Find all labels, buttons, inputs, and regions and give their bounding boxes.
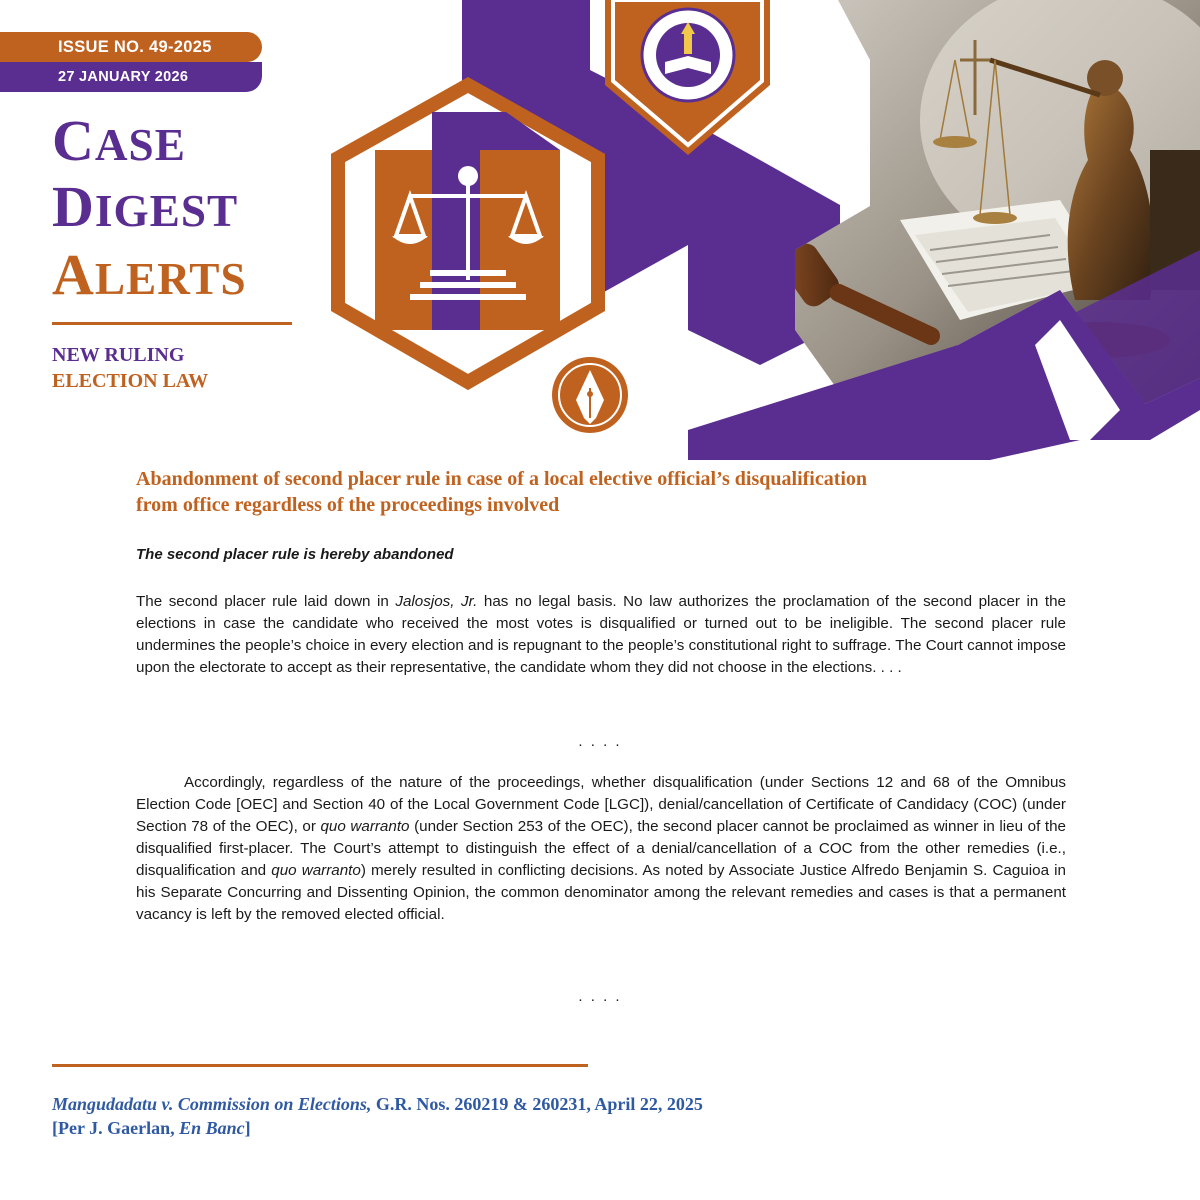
ellipsis-separator: . . . . <box>578 988 622 1005</box>
digest-subheading: The second placer rule is hereby abandoned <box>136 546 454 563</box>
subtitle-election-law: ELECTION LAW <box>52 370 209 392</box>
title-line-case: CASE <box>52 108 186 173</box>
ponente-line: [Per J. Gaerlan, En Banc] <box>52 1118 251 1138</box>
judicial-academy-seal <box>642 9 734 101</box>
ellipsis-separator: . . . . <box>578 733 622 750</box>
title-line-alerts: ALERTS <box>52 242 247 307</box>
citation-divider <box>52 1064 588 1067</box>
subtitle-new-ruling: NEW RULING <box>52 344 185 366</box>
issue-date-badge: 27 JANUARY 2026 <box>0 62 262 92</box>
paragraph-2: Accordingly, regardless of the nature of the proceedings, whether disqualification (under Sections 12 and 68 of the Omnibus Election Code [OEC] and Section 40 of the Local Government Code [LGC]), denial/cancellation of Certificate of Candidacy (COC) (under Section 78 of the OEC), or quo warranto (under Section 253 of the OEC), the second placer cannot be proclaimed as winner in lieu of the disqualified first-placer. The Court’s attempt to distinguish the effect of a denial/cancellation of a COC from the other remedies (i.e., disqualification and quo warranto) merely resulted in conflicting decisions. As noted by Associate Justice Alfredo Benjamin S. Caguioa in his Separate Concurring and Dissenting Opinion, the common denominator among the relevant remedies and cases is that a permanent vacancy is left by the removed elected official. <box>136 774 1066 923</box>
case-citation: Mangudadatu v. Commission on Elections, G.R. Nos. 260219 & 260231, April 22, 2025 <box>52 1094 703 1114</box>
title-divider <box>52 322 292 325</box>
issue-number-badge: ISSUE NO. 49-2025 <box>0 32 262 62</box>
fountain-pen-nib-icon <box>552 357 628 433</box>
paragraph-1: The second placer rule laid down in Jalosjos, Jr. has no legal basis. No law authorizes the proclamation of the second placer in the elections in case the candidate who received the most votes is disqualified or turned out to be ineligible. The second placer rule undermines the people’s choice in every election and is repugnant to the people’s constitutional right to suffrage. The Court cannot impose upon the electorate to accept as their representative, the candidate whom they did not choose in the elections. . . . <box>136 593 1066 676</box>
title-line-digest: DIGEST <box>52 174 239 239</box>
digest-headline: Abandonment of second placer rule in case of a local elective official’s disqualification from office regardless of the proceedings involved <box>136 468 868 516</box>
